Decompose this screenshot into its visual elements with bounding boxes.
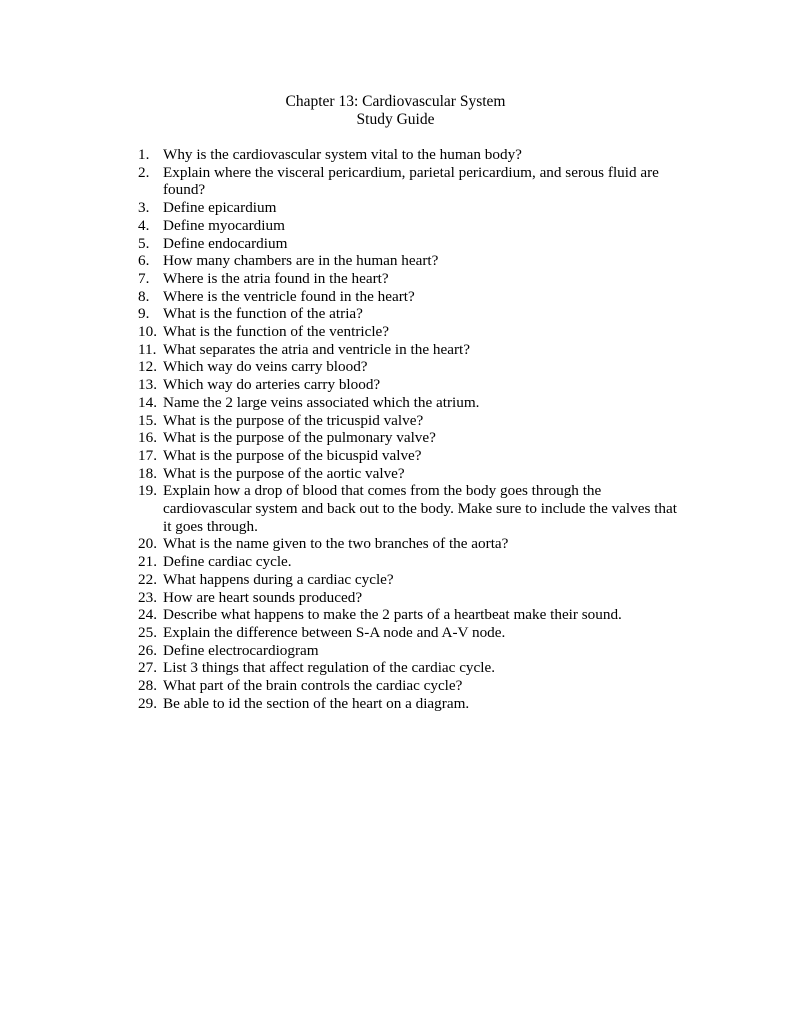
question-item bbox=[138, 677, 678, 695]
question-text: Why is the cardiovascular system vital to the human body? bbox=[163, 146, 522, 163]
document-title: Chapter 13: Cardiovascular System bbox=[285, 93, 506, 110]
question-item bbox=[138, 412, 678, 430]
question-text: Where is the atria found in the heart? bbox=[163, 269, 389, 287]
question-item bbox=[138, 252, 678, 270]
question-text: Define cardiac cycle. bbox=[163, 553, 292, 571]
question-number: 4. bbox=[138, 216, 150, 234]
question-item bbox=[138, 164, 678, 199]
question-number: 13. bbox=[138, 376, 157, 394]
question-list bbox=[138, 146, 678, 713]
question-text: Name the 2 large veins associated which the atrium. bbox=[163, 393, 480, 411]
question-text: What is the purpose of the tricuspid valve? bbox=[163, 411, 424, 429]
question-item bbox=[138, 199, 678, 217]
question-item bbox=[138, 376, 678, 394]
question-text: Where is the ventricle found in the heart? bbox=[163, 287, 415, 305]
question-text: What is the name given to the two branches of the aorta? bbox=[163, 535, 509, 553]
question-text: What part of the brain controls the cardiac cycle? bbox=[163, 677, 463, 695]
question-item bbox=[138, 323, 678, 341]
question-number: 20. bbox=[138, 535, 157, 553]
question-text: How many chambers are in the human heart? bbox=[163, 252, 439, 270]
question-number: 12. bbox=[138, 358, 157, 376]
question-item bbox=[138, 429, 678, 447]
question-item bbox=[138, 146, 678, 164]
question-number: 16. bbox=[138, 429, 157, 447]
question-item bbox=[138, 217, 678, 235]
question-item bbox=[138, 358, 678, 376]
question-item bbox=[138, 606, 678, 624]
question-item bbox=[138, 624, 678, 642]
question-item bbox=[138, 394, 678, 412]
question-item bbox=[138, 465, 678, 483]
question-item bbox=[138, 341, 678, 359]
question-number: 5. bbox=[138, 234, 150, 252]
question-text: What is the function of the ventricle? bbox=[163, 323, 390, 341]
question-item bbox=[138, 553, 678, 571]
question-item bbox=[138, 447, 678, 465]
question-text: What is the purpose of the pulmonary valve? bbox=[163, 429, 436, 447]
question-number: 23. bbox=[138, 588, 157, 606]
question-item bbox=[138, 288, 678, 306]
question-text: What happens during a cardiac cycle? bbox=[163, 570, 394, 588]
question-text: Explain how a drop of blood that comes from the body goes through the cardiovascular system and back out to the body. Make sure to include the valves that it goes through. bbox=[163, 482, 677, 535]
question-item bbox=[138, 270, 678, 288]
question-number: 9. bbox=[138, 305, 150, 323]
question-number: 28. bbox=[138, 677, 157, 695]
question-number: 7. bbox=[138, 269, 150, 287]
question-item bbox=[138, 482, 678, 535]
question-number: 15. bbox=[138, 411, 157, 429]
question-text: What separates the atria and ventricle in the heart? bbox=[163, 340, 470, 358]
question-text: Describe what happens to make the 2 parts of a heartbeat make their sound. bbox=[163, 606, 622, 624]
question-text: What is the purpose of the bicuspid valve? bbox=[163, 446, 422, 464]
question-text: Define myocardium bbox=[163, 216, 285, 234]
document-subtitle: Study Guide bbox=[356, 111, 435, 128]
question-number: 19. bbox=[138, 482, 157, 500]
question-item bbox=[138, 589, 678, 607]
question-text: Define endocardium bbox=[163, 234, 288, 252]
question-number: 27. bbox=[138, 659, 157, 677]
question-text: Which way do arteries carry blood? bbox=[163, 376, 381, 394]
question-text: Explain where the visceral pericardium, parietal pericardium, and serous fluid are found? bbox=[163, 163, 659, 199]
question-item bbox=[138, 642, 678, 660]
question-number: 25. bbox=[138, 623, 157, 641]
question-text: Define epicardium bbox=[163, 199, 277, 217]
question-item bbox=[138, 571, 678, 589]
question-item bbox=[138, 659, 678, 677]
question-text: Which way do veins carry blood? bbox=[163, 358, 368, 376]
question-text: How are heart sounds produced? bbox=[163, 588, 363, 606]
question-number: 22. bbox=[138, 570, 157, 588]
question-number: 2. bbox=[138, 163, 150, 181]
question-number: 21. bbox=[138, 553, 157, 571]
question-number: 24. bbox=[138, 606, 157, 624]
question-number: 6. bbox=[138, 252, 150, 270]
question-number: 1. bbox=[138, 146, 150, 163]
question-number: 8. bbox=[138, 287, 150, 305]
question-number: 17. bbox=[138, 446, 157, 464]
question-text: Define electrocardiogram bbox=[163, 641, 319, 659]
question-number: 18. bbox=[138, 464, 157, 482]
question-number: 26. bbox=[138, 641, 157, 659]
question-number: 11. bbox=[138, 340, 157, 358]
question-number: 3. bbox=[138, 199, 150, 217]
question-text: What is the purpose of the aortic valve? bbox=[163, 464, 405, 482]
question-text: Explain the difference between S-A node and A-V node. bbox=[163, 623, 506, 641]
question-text: List 3 things that affect regulation of the cardiac cycle. bbox=[163, 659, 496, 677]
question-item bbox=[138, 235, 678, 253]
question-text: What is the function of the atria? bbox=[163, 305, 363, 323]
question-item bbox=[138, 695, 678, 713]
question-number: 29. bbox=[138, 694, 157, 712]
question-item bbox=[138, 305, 678, 323]
question-item bbox=[138, 535, 678, 553]
question-text: Be able to id the section of the heart on a diagram. bbox=[163, 694, 470, 712]
question-number: 14. bbox=[138, 393, 157, 411]
question-number: 10. bbox=[138, 323, 157, 341]
